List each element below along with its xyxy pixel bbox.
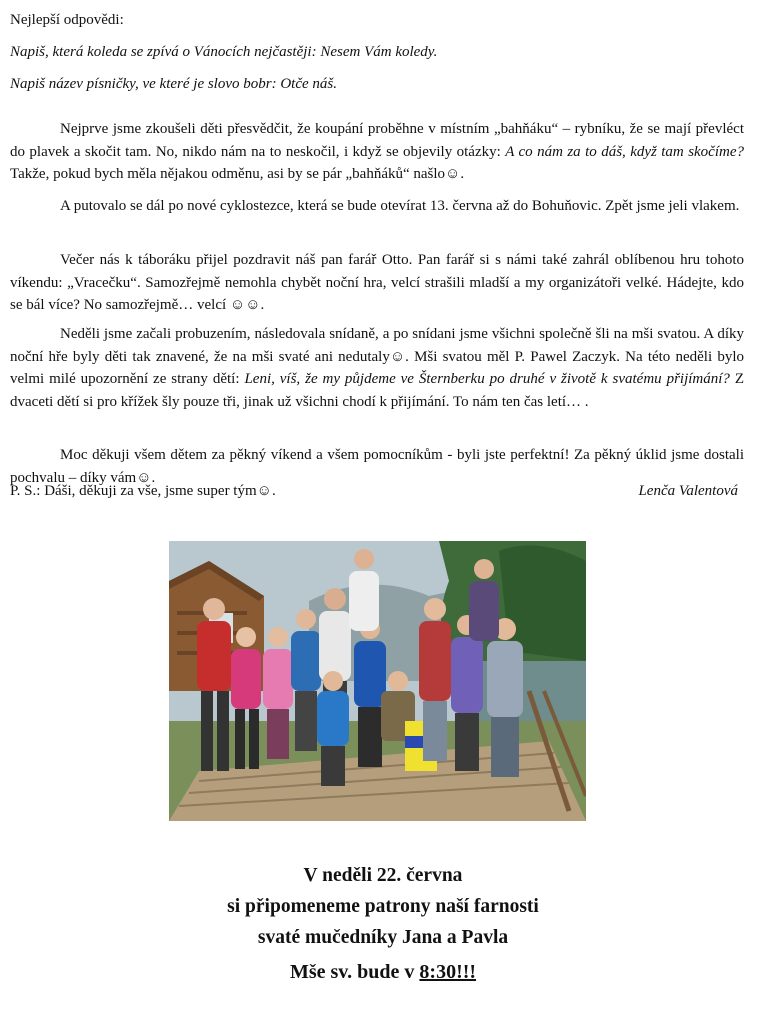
paragraph-sunday-mass [10, 323, 744, 413]
group-photo-illustration [169, 541, 586, 821]
paragraph-swimming-text-b: Takže, pokud bych měla nějakou odměnu, asi by se pár „bahňáků“ našlo☺. [10, 166, 465, 183]
paragraph-swimming [10, 118, 744, 186]
announcement-patrons: si připomeneme patrony naší farnosti [227, 896, 539, 917]
mass-time-value: 8:30!!! [419, 961, 477, 983]
paragraph-thanks: Moc děkuji všem dětem za pěkný víkend a všem pomocníkům - byli jste perfektní! Za pěkný úklid jsme dostali pochvalu – díky vám☺. [10, 447, 744, 486]
announcement-saints: svaté mučedníky Jana a Pavla [257, 927, 509, 948]
announcement-date: V neděli 22. června [303, 865, 463, 886]
paragraph-swimming-quote: A co nám za to dáš, když tam skočíme? [505, 143, 744, 160]
paragraph-cycle-path: A putovalo se dál po nové cyklostezce, která se bude otevírat 13. června až do Bohuňovic. Zpět jsme jeli vlakem. [60, 198, 740, 214]
postscript: P. S.: Dáši, děkuji za vše, jsme super tým☺. [10, 483, 276, 499]
paragraph-sunday-quote: Leni, víš, že my půjdeme ve Šternberku po druhé v životě k svatému přijímání? [244, 371, 730, 388]
mass-time-prefix: Mše sv. bude v [289, 961, 420, 983]
author-signature: Lenča Valentová [638, 483, 738, 499]
paragraph-sunday-text-a: Neděli jsme začali probuzením, následovala snídaně, a po snídani jsme všichni společně šli na mši svatou. A díky noční hře byly děti tak znavené, že na mši svaté ani nedutaly☺. Mši svatou měl P. Pawel Zaczyk. Na této neděli bylo velmi milé upozornění ze strany dětí: [10, 326, 744, 388]
answer-carol: Napiš, která koleda se zpívá o Vánocích nejčastěji: Nesem Vám koledy. [10, 44, 438, 60]
paragraph-campfire: Večer nás k táboráku přijel pozdravit náš pan farář Otto. Pan farář si s námi také zahrál oblíbenou hru tohoto víkendu: „Vracečku“. Samozřejmě nemohla chybět noční hra, velcí strašili mladší a my organizátoři velké. Hádejte, kdo se bál více? No samozřejmě… velcí ☺☺. [10, 252, 744, 314]
paragraph-swimming-text-a: Nejprve jsme zkoušeli děti přesvědčit, že koupání proběhne v místním „bahňáku“ – rybníku, že se mají převléct do plavek a skočit tam. No, nikdo nám na to neskočil, i když se objevily otázky: [10, 121, 744, 160]
paragraph-sunday-text-b: Z dvaceti dětí si pro křížek šly pouze tři, jinak už všichni chodí k přijímání. To nám ten čas letí… . [10, 371, 744, 410]
group-photo [169, 541, 586, 821]
best-answers-heading: Nejlepší odpovědi: [10, 12, 124, 28]
answer-beaver-song: Napiš název písničky, ve které je slovo bobr: Otče náš. [10, 76, 337, 92]
announcement-mass-time [0, 961, 766, 984]
